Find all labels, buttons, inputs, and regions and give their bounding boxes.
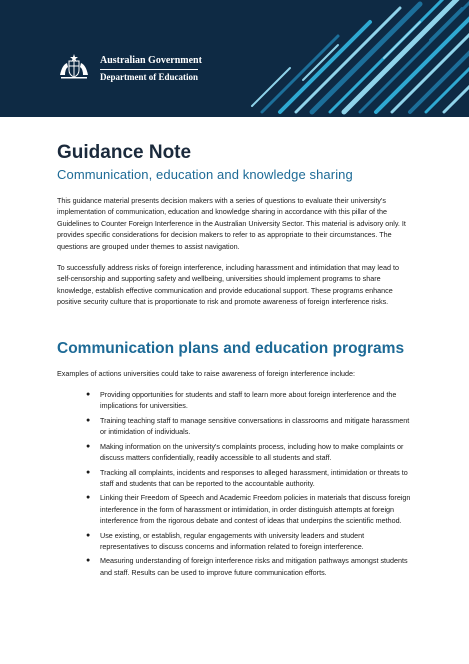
header-banner bbox=[0, 0, 469, 117]
document-body bbox=[57, 140, 413, 581]
list-item bbox=[86, 530, 413, 553]
list-item-text: Providing opportunities for students and staff to learn more about foreign interference and the implications for universities. bbox=[100, 390, 397, 411]
bullet-icon: ● bbox=[86, 416, 91, 424]
list-item bbox=[86, 467, 413, 490]
list-item bbox=[86, 441, 413, 464]
list-item bbox=[86, 389, 413, 412]
list-item-text: Measuring understanding of foreign interference risks and mitigation pathways amongst students and staff. Results can be used to improve future communication efforts. bbox=[100, 556, 408, 577]
bullet-icon: ● bbox=[86, 557, 91, 565]
bullet-icon: ● bbox=[86, 468, 91, 476]
context-paragraph: To successfully address risks of foreign interference, including harassment and intimidation that may lead to self-censorship and supporting safety and wellbeing, universities should implement programs to share knowledge, establish effective communication and provide educational support. These programs enhance positive security culture that is proportionate to risk and promote awareness of foreign interference risks. bbox=[57, 263, 399, 307]
page-title: Guidance Note bbox=[57, 142, 192, 163]
section-intro: Examples of actions universities could take to raise awareness of foreign interference include: bbox=[57, 368, 356, 378]
list-item-text: Linking their Freedom of Speech and Academic Freedom policies in materials that discuss foreign interference in the form of harassment or intimidation, in order distinguish attempts at foreign interference from the rigorous debate and contest of ideas that underpins the scientific method. bbox=[100, 493, 411, 526]
coat-of-arms-icon bbox=[56, 53, 92, 81]
action-list bbox=[57, 389, 413, 578]
page-subtitle: Communication, education and knowledge sharing bbox=[57, 167, 353, 182]
list-item-text: Tracking all complaints, incidents and responses to alleged harassment, intimidation or threats to staff and students that can be reported to the accountable authority. bbox=[100, 467, 408, 488]
list-item bbox=[86, 492, 413, 526]
department-name: Department of Education bbox=[100, 72, 198, 82]
government-name: Australian Government bbox=[100, 55, 202, 66]
bullet-icon: ● bbox=[86, 494, 91, 502]
list-item bbox=[86, 415, 413, 438]
list-item bbox=[86, 555, 413, 578]
government-wordmark bbox=[100, 55, 202, 83]
bullet-icon: ● bbox=[86, 442, 91, 450]
wordmark-divider bbox=[100, 69, 198, 70]
list-item-text: Use existing, or establish, regular engagements with university leaders and student representatives to discuss concerns and information related to foreign interference. bbox=[100, 530, 365, 551]
bullet-icon: ● bbox=[86, 531, 91, 539]
section-heading: Communication plans and education programs bbox=[57, 339, 405, 357]
intro-paragraph: This guidance material presents decision makers with a series of questions to evaluate their university's implementation of communication, education and knowledge sharing in accordance with this pillar of the Guidelines to Counter Foreign Interference in the Australian University Sector. This material is advisory only. It provides specific considerations for decision makers to refer to as appropriate to their circumstances. The questions are grouped under themes to assist navigation. bbox=[57, 196, 406, 251]
bullet-icon: ● bbox=[86, 391, 91, 399]
list-item-text: Making information on the university's complaints process, including how to make complaints or discuss matters confidentially, readily accessible to all students and staff. bbox=[100, 441, 404, 463]
list-item-text: Training teaching staff to manage sensitive conversations in classrooms and mitigate harassment or intimidation of individuals. bbox=[100, 415, 410, 437]
